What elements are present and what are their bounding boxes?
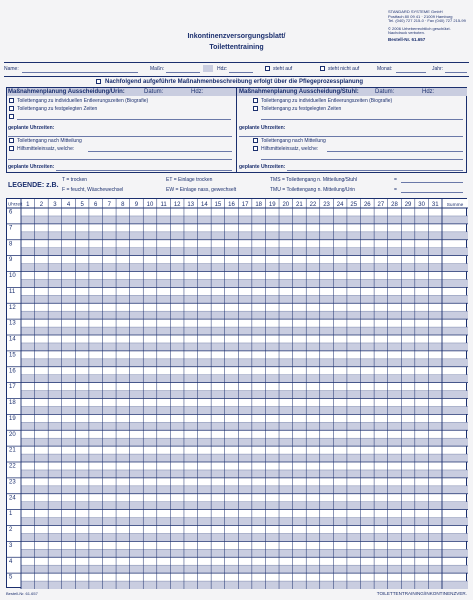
hour-label: 16 <box>9 368 16 375</box>
hour-label: 24 <box>9 495 16 502</box>
left-geplante-2: geplante Uhrzeiten: <box>8 164 55 170</box>
hour-label: 17 <box>9 384 16 391</box>
tracking-grid <box>6 198 467 588</box>
day-header: 7 <box>107 202 111 208</box>
row-shade <box>21 581 468 589</box>
left-option-2-label: Toilettengang zu festgelegten Zeiten <box>17 105 98 112</box>
right-extra-line[interactable] <box>261 159 463 160</box>
steht-nicht-auf-label: steht nicht auf <box>328 66 360 72</box>
day-header: 8 <box>121 202 125 208</box>
legend-tmu: TMU = Toilettengang n. Mitteilung/Urin <box>270 187 356 193</box>
legend-custom-1-line[interactable] <box>401 182 463 183</box>
right-option-1-label: Toilettengang zu individuellen Entleerungszeiten (Biografie) <box>261 97 393 104</box>
day-header: 25 <box>350 202 358 208</box>
day-header: 30 <box>418 202 425 208</box>
hour-column-header: Uhrzeit <box>8 201 23 207</box>
day-header: 29 <box>404 202 412 208</box>
hour-label: 8 <box>9 241 13 248</box>
right-option-2-checkbox[interactable] <box>253 106 258 111</box>
legend-t: T = trocken <box>62 177 88 183</box>
row-shade <box>21 549 468 557</box>
right-geplante-1: geplante Uhrzeiten: <box>239 125 286 131</box>
footer-left: Bestell-Nr. 61.657 <box>6 591 38 596</box>
hour-label: 6 <box>9 209 13 216</box>
company-rights: Nachdruck verboten. <box>388 30 425 36</box>
monat-field[interactable] <box>396 72 426 73</box>
page-title <box>0 30 473 52</box>
left-option-3-checkbox[interactable] <box>9 114 14 119</box>
legend-custom-2-line[interactable] <box>401 192 463 193</box>
hdz-label: Hdz: <box>217 66 228 72</box>
left-panel <box>8 88 234 172</box>
day-header: 17 <box>241 202 249 208</box>
steht-auf-checkbox[interactable] <box>265 66 270 71</box>
name-field[interactable] <box>22 72 138 73</box>
right-hdz-label: Hdz: <box>422 88 435 95</box>
top-rule <box>4 62 469 63</box>
day-header: 23 <box>323 202 330 208</box>
grid-header-bg <box>7 199 468 208</box>
day-header: 31 <box>431 202 439 208</box>
row-shade <box>21 518 468 526</box>
row-shade <box>21 406 468 414</box>
row-shade <box>21 486 468 494</box>
left-option-3-field[interactable] <box>17 119 231 120</box>
right-option-5-label: Hilfsmitteleinsatz, welche: <box>261 145 319 152</box>
left-option-5-checkbox[interactable] <box>9 146 14 151</box>
header-fields <box>0 66 473 76</box>
row-shade <box>21 502 468 510</box>
day-header: 14 <box>200 202 208 208</box>
footer-right: TOILETTENTRAINING/INKONTINENZVER. <box>376 591 467 596</box>
legend-custom-1: = <box>394 177 397 183</box>
left-option-1-checkbox[interactable] <box>9 98 14 103</box>
panel-divider <box>236 87 237 173</box>
row-shade <box>21 327 468 335</box>
day-header: 27 <box>377 202 385 208</box>
notice-text: Nachfolgend aufgeführte Maßnahmenbeschreibung erfolgt über die Pflegeprozessplanung <box>105 79 364 85</box>
monat-label: Monat: <box>377 66 393 72</box>
legend-ew: EW = Einlage nass, gewechselt <box>166 187 237 193</box>
hour-label: 18 <box>9 400 16 406</box>
row-shade <box>21 311 468 319</box>
company-phone: Tel. (040) 727 215-0 · Fax (040) 727 215-99 <box>388 18 466 24</box>
notice-row <box>6 78 467 87</box>
right-option-5-checkbox[interactable] <box>253 146 258 151</box>
left-option-2-checkbox[interactable] <box>9 106 14 111</box>
right-option-4-label: Toilettengang nach Mitteilung <box>261 137 326 144</box>
right-option-3-field[interactable] <box>261 119 463 120</box>
hour-label: 9 <box>9 257 13 264</box>
right-hilfsmittel-line[interactable] <box>327 151 463 152</box>
day-header: 26 <box>363 202 371 208</box>
day-header: 13 <box>187 202 195 208</box>
hour-label: 10 <box>9 273 16 279</box>
title-line-2: Toilettentraining <box>209 44 264 51</box>
legend-custom-2: = <box>394 187 397 193</box>
hour-label: 3 <box>9 542 13 549</box>
left-option-5-label: Hilfsmitteleinsatz, welche: <box>17 145 75 152</box>
order-number: Bestell-Nr. 61.657 <box>388 36 426 42</box>
left-option-4-label: Toilettengang nach Mitteilung <box>17 137 82 144</box>
row-shade <box>21 565 468 573</box>
left-datum-label: Datum: <box>144 88 164 95</box>
steht-auf-label: steht auf <box>273 66 293 72</box>
right-panel <box>239 88 465 172</box>
left-geplante-1: geplante Uhrzeiten: <box>8 125 55 131</box>
tracking-grid-svg <box>7 199 468 589</box>
steht-nicht-auf-checkbox[interactable] <box>320 66 325 71</box>
legend-title: LEGENDE: z.B. <box>8 182 59 189</box>
jahr-label: Jahr: <box>432 66 444 72</box>
hour-label: 23 <box>9 479 16 486</box>
hour-label: 12 <box>9 304 16 311</box>
right-option-2-label: Toilettengang zu festgelegten Zeiten <box>261 105 342 112</box>
title-line-1: Inkontinenzversorgungsblatt/ <box>187 33 286 40</box>
legend-f: F = feucht, Wäschewechsel <box>62 187 124 193</box>
row-shade <box>21 438 468 446</box>
hour-label: 7 <box>9 225 13 232</box>
day-header: 6 <box>94 202 98 208</box>
hour-label: 11 <box>9 288 16 295</box>
company-address: Postfach 80 09 41 · 21009 Hamburg <box>388 13 453 19</box>
day-header: 12 <box>173 202 181 208</box>
legend-et: ET = Einlage trocken <box>166 177 213 183</box>
day-header: 5 <box>80 202 84 208</box>
row-shade <box>21 264 468 272</box>
right-geplante-2-line[interactable] <box>287 170 463 171</box>
row-shade <box>21 454 468 462</box>
left-hdz-label: Hdz: <box>191 88 204 95</box>
hour-label: 20 <box>9 431 16 438</box>
day-header: 19 <box>268 202 276 208</box>
day-header: 9 <box>134 202 139 208</box>
day-header: 18 <box>255 202 263 208</box>
hour-label: 15 <box>9 352 16 359</box>
right-option-1-checkbox[interactable] <box>253 98 258 103</box>
day-header: 3 <box>53 202 57 208</box>
name-label: Name: <box>4 66 19 72</box>
hour-label: 13 <box>9 320 16 327</box>
day-header: 28 <box>391 202 398 208</box>
day-header: 22 <box>309 202 317 208</box>
row-shade <box>21 279 468 287</box>
row-shade <box>21 232 468 240</box>
row-shade <box>21 422 468 430</box>
day-header: 16 <box>228 202 235 208</box>
left-extra-line[interactable] <box>8 159 232 160</box>
row-shade <box>21 470 468 478</box>
day-header: 21 <box>296 202 303 208</box>
row-shade <box>21 533 468 541</box>
massn-label: Maßn: <box>150 66 165 72</box>
jahr-field[interactable] <box>445 72 467 73</box>
notice-checkbox[interactable] <box>96 79 101 84</box>
left-hilfsmittel-line[interactable] <box>88 151 232 152</box>
right-option-4-checkbox[interactable] <box>253 138 258 143</box>
day-header: 4 <box>66 202 71 208</box>
day-header: 2 <box>39 202 44 208</box>
hdz-field[interactable] <box>229 72 253 73</box>
right-geplante-2: geplante Uhrzeiten: <box>239 164 286 170</box>
day-header: 10 <box>146 202 154 208</box>
row-shade <box>21 216 468 224</box>
left-option-1-label: Toilettengang zu individuellen Entleerungszeiten (Biografie) <box>17 97 149 104</box>
left-geplante-2-line[interactable] <box>56 170 232 171</box>
right-datum-label: Datum: <box>375 88 395 95</box>
hour-label: 5 <box>9 574 13 581</box>
hour-label: 21 <box>9 447 16 454</box>
day-header: 24 <box>336 202 344 208</box>
left-option-4-checkbox[interactable] <box>9 138 14 143</box>
row-shade <box>21 359 468 367</box>
hour-label: 2 <box>9 527 13 533</box>
row-shade <box>21 391 468 399</box>
hour-label: 4 <box>9 558 13 565</box>
sum-column-header: Summe <box>446 203 464 208</box>
company-name: STANDARD SYSTEME GmbH <box>388 9 443 14</box>
hour-label: 1 <box>9 511 13 518</box>
day-header: 20 <box>282 202 290 208</box>
day-header: 11 <box>160 202 167 208</box>
left-panel-heading: Maßnahmenplanung Ausscheidung/Urin: <box>8 88 125 95</box>
legend <box>6 175 467 197</box>
header-rule <box>4 76 469 77</box>
row-shade <box>21 295 468 303</box>
hour-label: 19 <box>9 415 16 422</box>
row-shade <box>21 248 468 256</box>
row-shade <box>21 375 468 383</box>
massn-field[interactable] <box>166 72 200 73</box>
right-panel-heading: Maßnahmenplanung Ausscheidung/Stuhl: <box>239 88 359 95</box>
hour-label: 22 <box>9 463 16 470</box>
row-shade <box>21 343 468 351</box>
hour-label: 14 <box>9 336 16 343</box>
day-header: 1 <box>26 202 30 208</box>
legend-tms: TMS = Toilettengang n. Mitteilung/Stuhl <box>270 177 358 183</box>
massn-shade <box>203 65 213 72</box>
company-copyright: © 2006 Urheberrechtlich geschützt. <box>388 25 451 31</box>
day-header: 15 <box>214 202 222 208</box>
